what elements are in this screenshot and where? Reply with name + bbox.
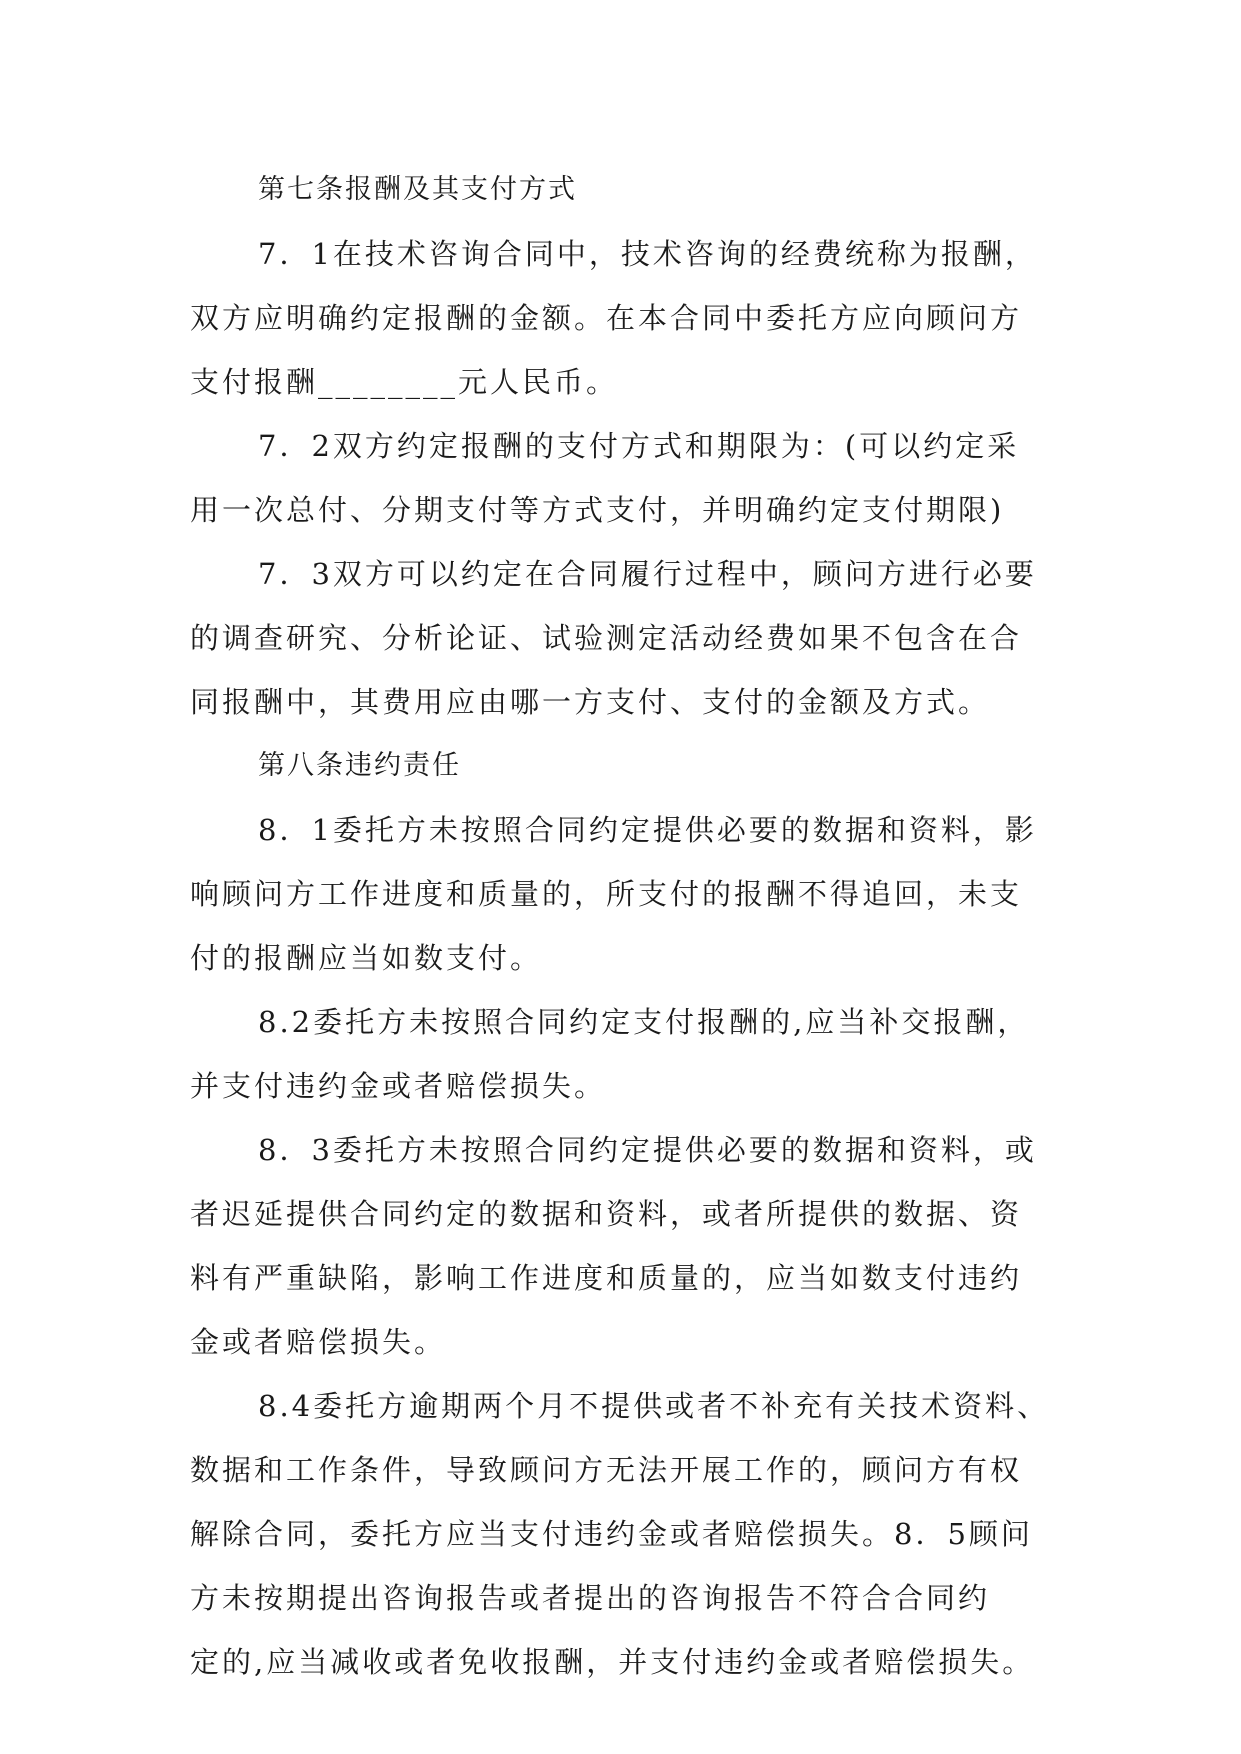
clause-8-4-line: 8.4委托方逾期两个月不提供或者不补充有关技术资料、 [258,1389,1050,1423]
clause-7-3-line: 7．3双方可以约定在合同履行过程中，顾问方进行必要 [258,557,1037,591]
clause-8-4-line: 数据和工作条件，导致顾问方无法开展工作的，顾问方有权 [190,1453,1023,1487]
clause-7-2-line: 7．2双方约定报酬的支付方式和期限为：(可以约定采 [258,429,1020,463]
clause-7-2-line: 用一次总付、分期支付等方式支付，并明确约定支付期限) [190,493,1005,527]
clause-8-2-line: 并支付违约金或者赔偿损失。 [190,1069,607,1103]
clause-8-3-line: 料有严重缺陷，影响工作进度和质量的，应当如数支付违约 [190,1261,1023,1295]
clause-8-1-line: 响顾问方工作进度和质量的，所支付的报酬不得追回，未支 [190,877,1023,911]
clause-8-3-line: 者迟延提供合同约定的数据和资料，或者所提供的数据、资 [190,1197,1023,1231]
clause-7-3-line: 的调查研究、分析论证、试验测定活动经费如果不包含在合 [190,621,1023,655]
clause-7-3-line: 同报酬中，其费用应由哪一方支付、支付的金额及方式。 [190,685,991,719]
clause-7-1-line: 支付报酬________元人民币。 [190,365,619,399]
clause-8-4-line: 解除合同，委托方应当支付违约金或者赔偿损失。8．5顾问 [190,1517,1033,1551]
clause-8-3-line: 金或者赔偿损失。 [190,1325,447,1359]
section-heading-8: 第八条违约责任 [258,750,461,781]
clause-8-3-line: 8．3委托方未按照合同约定提供必要的数据和资料，或 [258,1133,1037,1167]
section-heading-7: 第七条报酬及其支付方式 [258,174,577,205]
clause-7-1-line: 双方应明确约定报酬的金额。在本合同中委托方应向顾问方 [190,301,1023,335]
clause-8-1-line: 8．1委托方未按照合同约定提供必要的数据和资料，影 [258,813,1037,847]
clause-8-1-line: 付的报酬应当如数支付。 [190,941,543,975]
clause-8-5-line: 方未按期提出咨询报告或者提出的咨询报告不符合合同约 [190,1581,991,1615]
clause-8-2-line: 8.2委托方未按照合同约定支付报酬的,应当补交报酬， [258,1005,1030,1039]
clause-7-1-line: 7．1在技术咨询合同中，技术咨询的经费统称为报酬， [258,237,1037,271]
clause-8-5-line: 定的,应当减收或者免收报酬，并支付违约金或者赔偿损失。 [190,1645,1035,1679]
document-body [190,158,1060,1694]
